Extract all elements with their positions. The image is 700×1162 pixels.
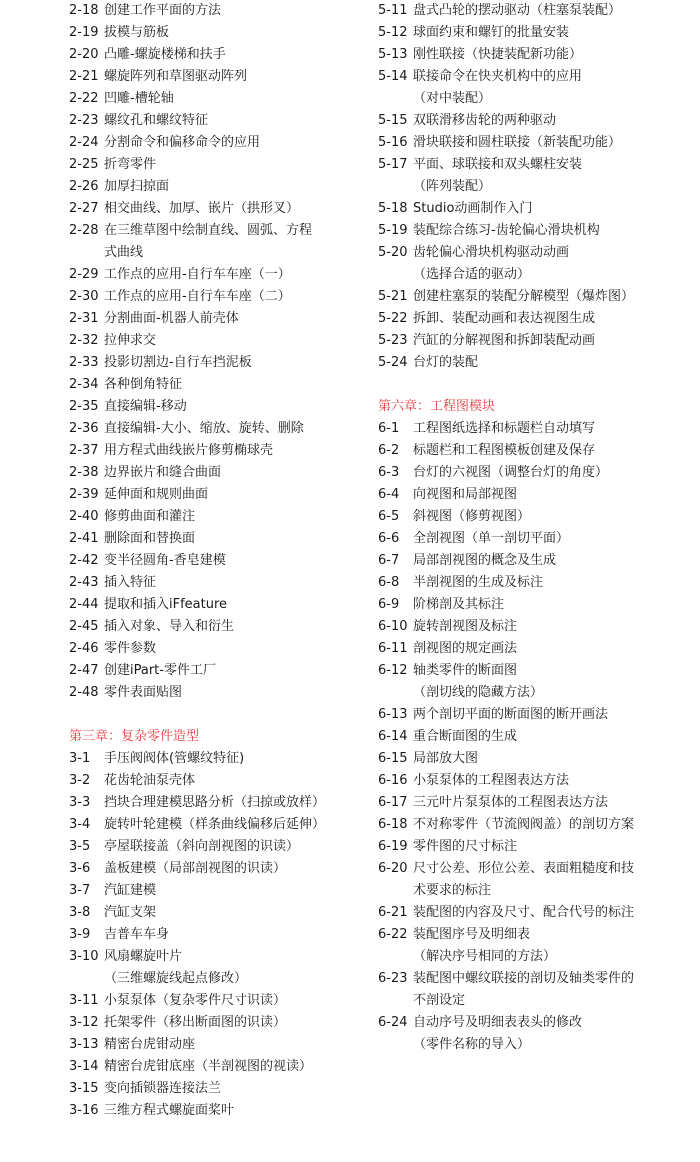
section-title: 三维方程式螺旋面桨叶 [104,1103,235,1118]
toc-entry [69,264,369,286]
section-title: 汽缸支架 [104,905,157,920]
toc-entry [378,154,678,176]
toc-entry [378,792,678,814]
toc-entry-continuation: （零件名称的导入） [413,1037,531,1052]
section-number: 3-13 [69,1037,99,1052]
section-title: 凸雕-螺旋楼梯和扶手 [104,47,226,62]
toc-entry [378,858,678,880]
section-title: 提取和插入iFfeature [104,597,228,612]
section-number: 6-10 [378,619,408,634]
section-number: 5-16 [378,135,408,150]
toc-entry [378,836,678,858]
section-number: 2-44 [69,597,99,612]
toc-entry [378,660,678,682]
toc-entry [69,396,369,418]
section-number: 6-4 [378,487,400,502]
section-number: 5-19 [378,223,408,238]
toc-entry [378,66,678,88]
section-number: 5-17 [378,157,408,172]
toc-entry [69,154,369,176]
toc-entry-continuation: 式曲线 [104,245,144,260]
section-title: 删除面和替换面 [104,531,196,546]
toc-entry [69,110,369,132]
toc-entry [69,550,369,572]
toc-entry-continuation: （对中装配） [413,91,492,106]
toc-entry [69,44,369,66]
toc-entry [69,484,369,506]
section-title: 自动序号及明细表表头的修改 [413,1015,583,1030]
toc-entry [69,440,369,462]
toc-entry [378,308,678,330]
toc-entry [69,286,369,308]
section-number: 3-4 [69,817,91,832]
toc-entry [378,1012,678,1034]
section-title: 齿轮偏心滑块机构驱动动画 [413,245,570,260]
toc-entry [378,462,678,484]
toc-entry [378,352,678,374]
toc-entry [69,792,369,814]
section-number: 6-17 [378,795,408,810]
section-title: 手压阀阀体(管螺纹特征) [104,751,245,766]
section-title: 尺寸公差、形位公差、表面粗糙度和技 [413,861,635,876]
toc-entry [378,418,678,440]
section-number: 5-22 [378,311,408,326]
section-number: 2-30 [69,289,99,304]
chapter-heading: 第六章：工程图模块 [378,399,496,414]
toc-entry [378,0,678,22]
section-title: 拔模与筋板 [104,25,170,40]
section-number: 3-2 [69,773,91,788]
section-number: 2-22 [69,91,99,106]
section-number: 5-11 [378,3,408,18]
toc-entry [378,726,678,748]
section-number: 2-27 [69,201,99,216]
toc-entry [378,924,678,946]
toc-entry-continuation: （剖切线的隐藏方法） [413,685,544,700]
toc-entry [378,198,678,220]
toc-entry [378,286,678,308]
section-number: 2-18 [69,3,99,18]
section-title: 重合断面图的生成 [413,729,518,744]
section-title: 拆卸、装配动画和表达视图生成 [413,311,596,326]
toc-entry [378,242,678,264]
toc-entry [378,220,678,242]
section-title: 用方程式曲线嵌片修剪椭球壳 [104,443,274,458]
section-number: 5-13 [378,47,408,62]
section-title: 汽缸建模 [104,883,157,898]
section-number: 2-19 [69,25,99,40]
section-number: 2-31 [69,311,99,326]
section-title: 旋转叶轮建模（样条曲线偏移后延伸） [104,817,326,832]
section-title: Studio动画制作入门 [413,201,533,216]
section-title: 工程图纸选择和标题栏自动填写 [413,421,596,436]
toc-entry [69,638,369,660]
toc-entry [378,440,678,462]
section-title: 变向插锁器连接法兰 [104,1081,222,1096]
section-number: 2-45 [69,619,99,634]
section-title: 花齿轮油泵壳体 [104,773,196,788]
section-title: 相交曲线、加厚、嵌片（拱形叉） [104,201,300,216]
section-title: 装配图中螺纹联接的剖切及轴类零件的 [413,971,635,986]
section-number: 6-21 [378,905,408,920]
toc-entry [69,1100,369,1122]
section-title: 直接编辑-大小、缩放、旋转、删除 [104,421,304,436]
section-title: 半剖视图的生成及标注 [413,575,544,590]
section-title: 斜视图（修剪视图） [413,509,531,524]
section-number: 2-43 [69,575,99,590]
toc-entry [378,506,678,528]
section-title: 旋转剖视图及标注 [413,619,518,634]
section-number: 3-14 [69,1059,99,1074]
toc-entry [69,946,369,968]
section-number: 5-18 [378,201,408,216]
section-title: 托架零件（移出断面图的识读） [104,1015,287,1030]
section-number: 6-23 [378,971,408,986]
section-title: 标题栏和工程图模板创建及保存 [413,443,596,458]
section-number: 2-38 [69,465,99,480]
section-number: 2-42 [69,553,99,568]
toc-entry [378,748,678,770]
toc-entry [69,748,369,770]
section-number: 2-46 [69,641,99,656]
toc-entry [69,418,369,440]
toc-entry [69,462,369,484]
section-number: 6-12 [378,663,408,678]
section-number: 3-8 [69,905,91,920]
section-title: 零件参数 [104,641,157,656]
section-title: 局部剖视图的概念及生成 [413,553,557,568]
section-title: 台灯的装配 [413,355,479,370]
section-number: 2-25 [69,157,99,172]
section-title: 插入特征 [104,575,157,590]
section-title: 不对称零件（节流阀阀盖）的剖切方案 [413,817,635,832]
section-number: 5-15 [378,113,408,128]
section-title: 小泵泵体的工程图表达方法 [413,773,570,788]
section-number: 2-35 [69,399,99,414]
toc-entry [378,484,678,506]
toc-entry [378,132,678,154]
section-number: 5-21 [378,289,408,304]
section-number: 3-15 [69,1081,99,1096]
section-number: 5-12 [378,25,408,40]
section-title: 小泵泵体（复杂零件尺寸识读） [104,993,287,1008]
toc-entry [378,968,678,990]
section-number: 6-11 [378,641,408,656]
toc-entry [69,88,369,110]
section-number: 3-3 [69,795,91,810]
section-title: 投影切割边-自行车挡泥板 [104,355,252,370]
section-title: 创建柱塞泵的装配分解模型（爆炸图） [413,289,635,304]
section-number: 6-19 [378,839,408,854]
toc-entry [378,22,678,44]
section-number: 2-23 [69,113,99,128]
section-title: 工作点的应用-自行车车座（二） [104,289,291,304]
toc-entry [69,198,369,220]
section-number: 5-23 [378,333,408,348]
toc-entry [69,594,369,616]
toc-entry [69,308,369,330]
section-number: 3-12 [69,1015,99,1030]
toc-entry [378,330,678,352]
toc-entry [69,902,369,924]
section-number: 3-11 [69,993,99,1008]
section-number: 6-22 [378,927,408,942]
toc-entry [378,594,678,616]
section-number: 6-7 [378,553,400,568]
section-title: 局部放大图 [413,751,479,766]
section-title: 双联滑移齿轮的两种驱动 [413,113,557,128]
toc-column-left [69,0,369,1122]
section-number: 3-9 [69,927,91,942]
section-number: 3-16 [69,1103,99,1118]
section-number: 2-33 [69,355,99,370]
toc-entry [378,814,678,836]
toc-entry [378,902,678,924]
section-number: 6-3 [378,465,400,480]
section-title: 平面、球联接和双头螺柱安装 [413,157,583,172]
section-number: 6-14 [378,729,408,744]
section-title: 汽缸的分解视图和拆卸装配动画 [413,333,596,348]
toc-entry [69,176,369,198]
section-number: 6-8 [378,575,400,590]
section-number: 5-14 [378,69,408,84]
toc-entry [69,330,369,352]
section-title: 直接编辑-移动 [104,399,187,414]
toc-entry [69,220,369,242]
section-title: 变半径圆角-香皂建模 [104,553,226,568]
toc-entry [378,616,678,638]
section-number: 6-20 [378,861,408,876]
section-title: 亭屋联接盖（斜向剖视图的识读） [104,839,300,854]
section-title: 插入对象、导入和衍生 [104,619,235,634]
section-title: 盖板建模（局部剖视图的识读） [104,861,287,876]
section-number: 2-26 [69,179,99,194]
section-title: 盘式凸轮的摆动驱动（柱塞泵装配） [413,3,622,18]
section-number: 6-15 [378,751,408,766]
section-title: 加厚扫掠面 [104,179,170,194]
section-number: 3-7 [69,883,91,898]
section-title: 全剖视图（单一剖切平面） [413,531,570,546]
section-number: 6-6 [378,531,400,546]
toc-entry [69,616,369,638]
toc-entry [69,1034,369,1056]
toc-entry [378,528,678,550]
toc-entry [69,858,369,880]
chapter-heading: 第三章：复杂零件造型 [69,729,200,744]
toc-entry-continuation: （三维螺旋线起点修改） [104,971,248,986]
toc-entry [378,550,678,572]
toc-entry [69,836,369,858]
toc-entry-continuation: （选择合适的驱动） [413,267,531,282]
section-spacer [69,704,369,726]
section-title: 螺旋阵列和草图驱动阵列 [104,69,248,84]
toc-entry [69,924,369,946]
toc-entry [69,770,369,792]
section-title: 零件图的尺寸标注 [413,839,518,854]
toc-entry [69,1056,369,1078]
section-number: 2-39 [69,487,99,502]
section-number: 2-41 [69,531,99,546]
toc-entry [69,22,369,44]
section-title: 轴类零件的断面图 [413,663,518,678]
toc-entry [69,990,369,1012]
section-title: 螺纹孔和螺纹特征 [104,113,209,128]
section-title: 边界嵌片和缝合曲面 [104,465,222,480]
section-number: 6-9 [378,597,400,612]
toc-entry [69,572,369,594]
section-title: 拉伸求交 [104,333,157,348]
section-number: 6-5 [378,509,400,524]
toc-entry [378,770,678,792]
section-title: 两个剖切平面的断面图的断开画法 [413,707,609,722]
toc-entry [378,44,678,66]
toc-entry [69,1012,369,1034]
section-number: 2-37 [69,443,99,458]
section-number: 6-13 [378,707,408,722]
section-spacer [378,374,678,396]
section-title: 折弯零件 [104,157,157,172]
toc-entry [69,132,369,154]
toc-entry-continuation: （解决序号相同的方法） [413,949,557,964]
section-title: 创建工作平面的方法 [104,3,222,18]
section-title: 滑块联接和圆柱联接（新装配功能） [413,135,622,150]
section-title: 装配图的内容及尺寸、配合代号的标注 [413,905,635,920]
section-number: 2-21 [69,69,99,84]
section-number: 3-6 [69,861,91,876]
toc-entry [69,528,369,550]
toc-entry [378,110,678,132]
section-number: 6-24 [378,1015,408,1030]
section-number: 3-10 [69,949,99,964]
section-number: 2-20 [69,47,99,62]
section-title: 剖视图的规定画法 [413,641,518,656]
section-number: 2-28 [69,223,99,238]
toc-entry-continuation: 术要求的标注 [413,883,492,898]
section-title: 在三维草图中绘制直线、圆弧、方程 [104,223,313,238]
toc-entry [69,880,369,902]
section-title: 装配图序号及明细表 [413,927,531,942]
toc-entry [378,572,678,594]
toc-entry [69,374,369,396]
toc-entry [69,1078,369,1100]
section-title: 吉普车车身 [104,927,170,942]
section-number: 6-18 [378,817,408,832]
section-title: 分割曲面-机器人前壳体 [104,311,239,326]
toc-entry [69,682,369,704]
section-title: 台灯的六视图（调整台灯的角度） [413,465,609,480]
section-number: 2-47 [69,663,99,678]
section-number: 5-20 [378,245,408,260]
section-title: 零件表面贴图 [104,685,183,700]
toc-entry-continuation: （阵列装配） [413,179,492,194]
section-title: 修剪曲面和灌注 [104,509,196,524]
toc-column-right [378,0,678,1056]
section-number: 3-5 [69,839,91,854]
section-title: 精密台虎钳动座 [104,1037,196,1052]
section-title: 风扇螺旋叶片 [104,949,183,964]
section-number: 2-24 [69,135,99,150]
toc-entry [69,506,369,528]
section-number: 3-1 [69,751,91,766]
section-number: 6-1 [378,421,400,436]
section-title: 分割命令和偏移命令的应用 [104,135,261,150]
section-title: 向视图和局部视图 [413,487,518,502]
toc-entry [69,66,369,88]
toc-entry [69,814,369,836]
section-number: 2-32 [69,333,99,348]
toc-entry [69,352,369,374]
section-title: 延伸面和规则曲面 [104,487,209,502]
section-number: 6-2 [378,443,400,458]
section-number: 6-16 [378,773,408,788]
section-number: 2-34 [69,377,99,392]
toc-entry [378,704,678,726]
section-title: 精密台虎钳底座（半剖视图的视读） [104,1059,313,1074]
section-title: 创建iPart-零件工厂 [104,663,216,678]
toc-entry [378,638,678,660]
section-number: 5-24 [378,355,408,370]
section-title: 各种倒角特征 [104,377,183,392]
section-number: 2-48 [69,685,99,700]
section-title: 三元叶片泵泵体的工程图表达方法 [413,795,609,810]
section-number: 2-36 [69,421,99,436]
section-title: 阶梯剖及其标注 [413,597,505,612]
section-title: 联接命令在快夹机构中的应用 [413,69,583,84]
section-title: 装配综合练习-齿轮偏心滑块机构 [413,223,600,238]
section-title: 刚性联接（快捷装配新功能） [413,47,583,62]
section-title: 工作点的应用-自行车车座（一） [104,267,291,282]
section-number: 2-40 [69,509,99,524]
section-title: 挡块合理建模思路分析（扫掠或放样） [104,795,326,810]
section-number: 2-29 [69,267,99,282]
toc-entry [69,660,369,682]
section-title: 球面约束和螺钉的批量安装 [413,25,570,40]
toc-entry-continuation: 不剖设定 [413,993,466,1008]
toc-entry [69,0,369,22]
section-title: 凹雕-槽轮轴 [104,91,174,106]
